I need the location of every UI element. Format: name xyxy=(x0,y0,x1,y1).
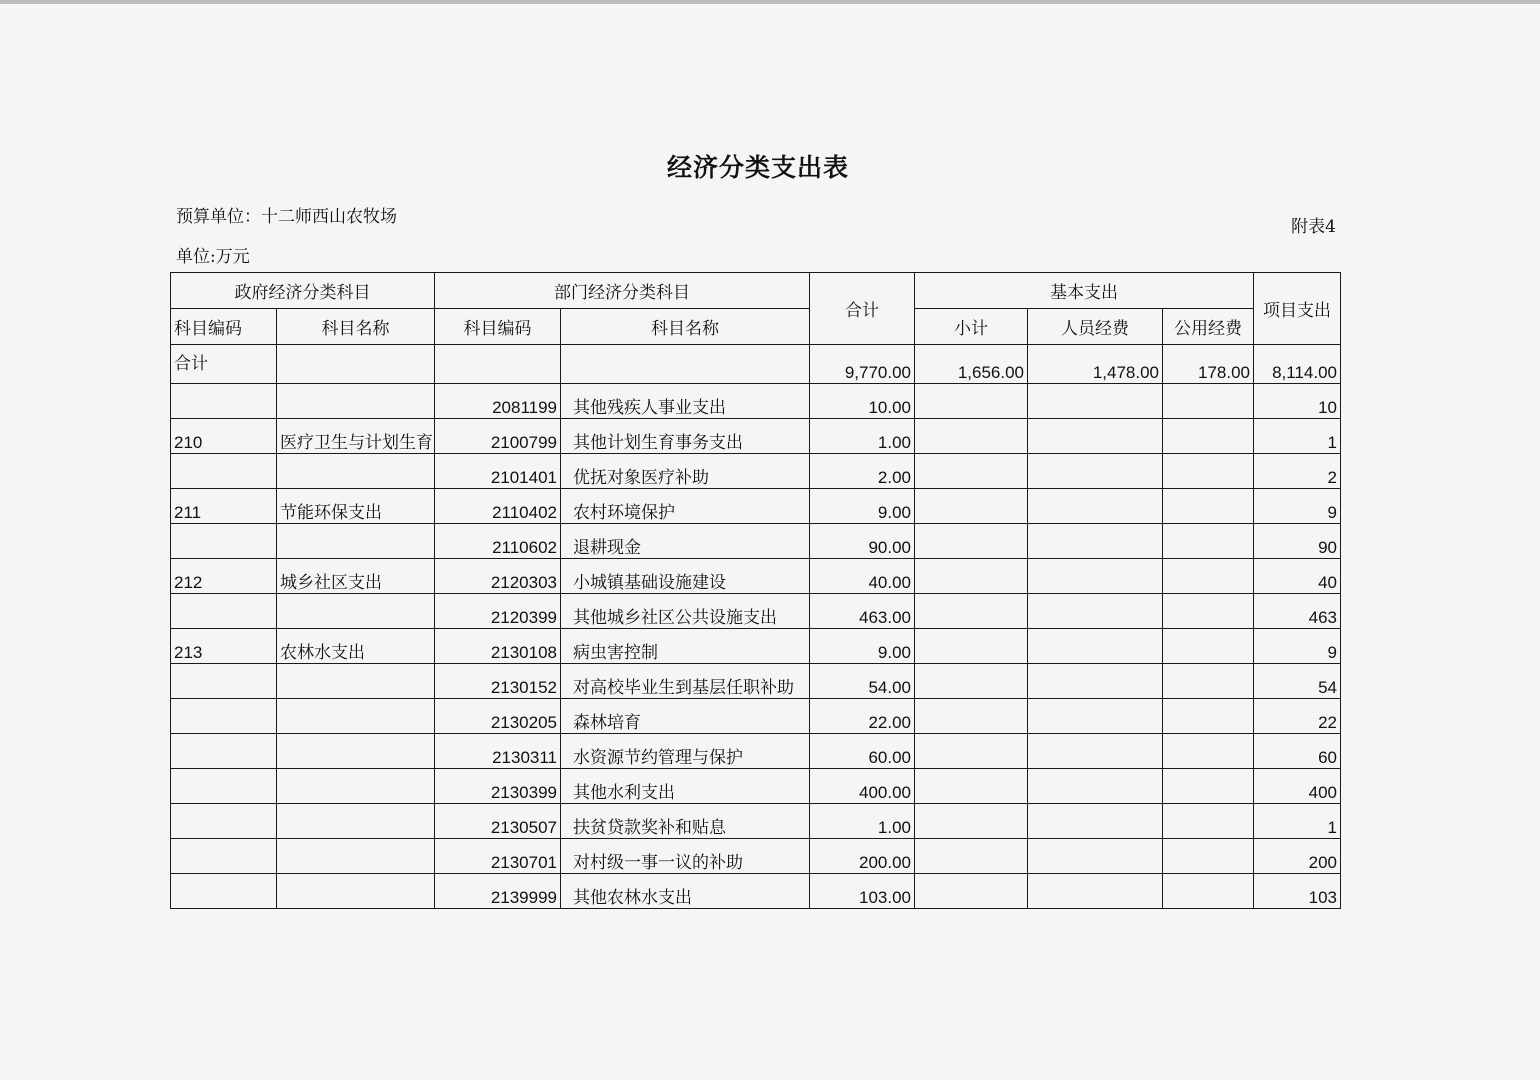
public-cell xyxy=(1163,384,1254,419)
subtotal-cell xyxy=(915,419,1028,454)
dept-code-cell: 2139999 xyxy=(435,874,561,909)
gov-code-cell: 213 xyxy=(171,629,277,664)
table-row xyxy=(171,664,1341,699)
header-basic-group: 基本支出 xyxy=(915,273,1254,309)
table-row xyxy=(171,594,1341,629)
subtotal-cell xyxy=(915,804,1028,839)
subtotal-cell xyxy=(915,839,1028,874)
gov-code-cell xyxy=(171,874,277,909)
gov-name-cell xyxy=(277,734,435,769)
project-cell: 54 xyxy=(1254,664,1341,699)
public-cell xyxy=(1163,629,1254,664)
personnel-cell xyxy=(1028,594,1163,629)
personnel-cell xyxy=(1028,664,1163,699)
dept-code-cell: 2130152 xyxy=(435,664,561,699)
dept-code-cell: 2130311 xyxy=(435,734,561,769)
dept-code-cell: 2130205 xyxy=(435,699,561,734)
personnel-cell xyxy=(1028,384,1163,419)
project-cell: 103 xyxy=(1254,874,1341,909)
personnel-cell xyxy=(1028,734,1163,769)
dept-name-cell: 其他水利支出 xyxy=(561,769,810,804)
gov-name-cell xyxy=(277,594,435,629)
header-public: 公用经费 xyxy=(1163,309,1254,345)
gov-code-cell xyxy=(171,839,277,874)
table-row xyxy=(171,734,1341,769)
header-total: 合计 xyxy=(810,273,915,345)
total-row-dept-name xyxy=(561,345,810,384)
dept-code-cell: 2081199 xyxy=(435,384,561,419)
total-cell: 463.00 xyxy=(810,594,915,629)
project-cell: 22 xyxy=(1254,699,1341,734)
project-cell: 463 xyxy=(1254,594,1341,629)
gov-name-cell: 农林水支出 xyxy=(277,629,435,664)
table-row xyxy=(171,629,1341,664)
dept-name-cell: 对村级一事一议的补助 xyxy=(561,839,810,874)
project-cell: 9 xyxy=(1254,489,1341,524)
header-dept-group: 部门经济分类科目 xyxy=(435,273,810,309)
personnel-cell xyxy=(1028,629,1163,664)
project-cell: 200 xyxy=(1254,839,1341,874)
dept-code-cell: 2101401 xyxy=(435,454,561,489)
public-cell xyxy=(1163,839,1254,874)
header-row-1 xyxy=(171,273,1341,309)
personnel-cell xyxy=(1028,559,1163,594)
total-cell: 103.00 xyxy=(810,874,915,909)
dept-code-cell: 2110402 xyxy=(435,489,561,524)
project-cell: 400 xyxy=(1254,769,1341,804)
dept-code-cell: 2130701 xyxy=(435,839,561,874)
currency-unit-label: 单位:万元 xyxy=(176,247,250,267)
dept-code-cell: 2110602 xyxy=(435,524,561,559)
public-cell xyxy=(1163,769,1254,804)
gov-code-cell xyxy=(171,804,277,839)
expenditure-table xyxy=(170,272,1341,909)
header-row-2 xyxy=(171,309,1341,345)
budget-unit-label: 预算单位：十二师西山农牧场 xyxy=(176,207,397,227)
subtotal-cell xyxy=(915,384,1028,419)
dept-name-cell: 优抚对象医疗补助 xyxy=(561,454,810,489)
personnel-cell xyxy=(1028,454,1163,489)
gov-code-cell xyxy=(171,454,277,489)
total-cell: 400.00 xyxy=(810,769,915,804)
gov-name-cell xyxy=(277,769,435,804)
personnel-cell xyxy=(1028,419,1163,454)
personnel-cell xyxy=(1028,839,1163,874)
subtotal-cell xyxy=(915,559,1028,594)
table-row xyxy=(171,524,1341,559)
dept-name-cell: 其他城乡社区公共设施支出 xyxy=(561,594,810,629)
gov-code-cell xyxy=(171,594,277,629)
personnel-cell xyxy=(1028,769,1163,804)
total-cell: 1.00 xyxy=(810,419,915,454)
public-cell xyxy=(1163,524,1254,559)
personnel-cell xyxy=(1028,489,1163,524)
header-gov-code: 科目编码 xyxy=(171,309,277,345)
header-dept-name: 科目名称 xyxy=(561,309,810,345)
dept-name-cell: 退耕现金 xyxy=(561,524,810,559)
total-cell: 1.00 xyxy=(810,804,915,839)
project-cell: 1 xyxy=(1254,419,1341,454)
total-cell: 10.00 xyxy=(810,384,915,419)
total-row-total: 9,770.00 xyxy=(810,345,915,384)
personnel-cell xyxy=(1028,699,1163,734)
dept-name-cell: 小城镇基础设施建设 xyxy=(561,559,810,594)
total-row-personnel: 1,478.00 xyxy=(1028,345,1163,384)
table-row xyxy=(171,804,1341,839)
gov-name-cell: 节能环保支出 xyxy=(277,489,435,524)
gov-name-cell xyxy=(277,524,435,559)
table-row xyxy=(171,454,1341,489)
gov-name-cell xyxy=(277,384,435,419)
gov-code-cell xyxy=(171,524,277,559)
project-cell: 40 xyxy=(1254,559,1341,594)
gov-code-cell xyxy=(171,384,277,419)
public-cell xyxy=(1163,804,1254,839)
subtotal-cell xyxy=(915,699,1028,734)
subtotal-cell xyxy=(915,769,1028,804)
public-cell xyxy=(1163,454,1254,489)
dept-code-cell: 2130399 xyxy=(435,769,561,804)
dept-code-cell: 2120399 xyxy=(435,594,561,629)
subtotal-cell xyxy=(915,489,1028,524)
public-cell xyxy=(1163,559,1254,594)
dept-code-cell: 2130108 xyxy=(435,629,561,664)
public-cell xyxy=(1163,489,1254,524)
total-row-gov-name xyxy=(277,345,435,384)
subtotal-cell xyxy=(915,874,1028,909)
subtotal-cell xyxy=(915,524,1028,559)
gov-code-cell xyxy=(171,734,277,769)
dept-name-cell: 农村环境保护 xyxy=(561,489,810,524)
page-title: 经济分类支出表 xyxy=(666,153,849,182)
project-cell: 90 xyxy=(1254,524,1341,559)
total-row-label: 合计 xyxy=(171,345,277,384)
total-cell: 2.00 xyxy=(810,454,915,489)
public-cell xyxy=(1163,594,1254,629)
total-row-public: 178.00 xyxy=(1163,345,1254,384)
table-row xyxy=(171,489,1341,524)
table-row xyxy=(171,384,1341,419)
header-dept-code: 科目编码 xyxy=(435,309,561,345)
dept-name-cell: 其他计划生育事务支出 xyxy=(561,419,810,454)
public-cell xyxy=(1163,664,1254,699)
scan-top-edge xyxy=(0,0,1540,4)
header-gov-group: 政府经济分类科目 xyxy=(171,273,435,309)
gov-name-cell xyxy=(277,664,435,699)
total-row xyxy=(171,345,1341,384)
gov-name-cell xyxy=(277,699,435,734)
dept-name-cell: 其他农林水支出 xyxy=(561,874,810,909)
dept-name-cell: 森林培育 xyxy=(561,699,810,734)
total-cell: 90.00 xyxy=(810,524,915,559)
gov-code-cell xyxy=(171,769,277,804)
table-row xyxy=(171,769,1341,804)
total-cell: 60.00 xyxy=(810,734,915,769)
gov-name-cell xyxy=(277,874,435,909)
project-cell: 1 xyxy=(1254,804,1341,839)
total-row-subtotal: 1,656.00 xyxy=(915,345,1028,384)
dept-name-cell: 病虫害控制 xyxy=(561,629,810,664)
personnel-cell xyxy=(1028,524,1163,559)
subtotal-cell xyxy=(915,454,1028,489)
subtotal-cell xyxy=(915,664,1028,699)
gov-code-cell xyxy=(171,664,277,699)
header-gov-name: 科目名称 xyxy=(277,309,435,345)
public-cell xyxy=(1163,419,1254,454)
gov-code-cell: 210 xyxy=(171,419,277,454)
subtotal-cell xyxy=(915,629,1028,664)
gov-code-cell xyxy=(171,699,277,734)
subtotal-cell xyxy=(915,594,1028,629)
total-cell: 22.00 xyxy=(810,699,915,734)
dept-code-cell: 2130507 xyxy=(435,804,561,839)
gov-name-cell xyxy=(277,804,435,839)
dept-code-cell: 2100799 xyxy=(435,419,561,454)
public-cell xyxy=(1163,874,1254,909)
project-cell: 60 xyxy=(1254,734,1341,769)
header-project: 项目支出 xyxy=(1254,273,1341,345)
dept-code-cell: 2120303 xyxy=(435,559,561,594)
total-cell: 54.00 xyxy=(810,664,915,699)
total-row-project: 8,114.00 xyxy=(1254,345,1341,384)
project-cell: 10 xyxy=(1254,384,1341,419)
personnel-cell xyxy=(1028,804,1163,839)
personnel-cell xyxy=(1028,874,1163,909)
table-row xyxy=(171,559,1341,594)
subtotal-cell xyxy=(915,734,1028,769)
project-cell: 2 xyxy=(1254,454,1341,489)
total-cell: 200.00 xyxy=(810,839,915,874)
table-row xyxy=(171,699,1341,734)
total-cell: 40.00 xyxy=(810,559,915,594)
public-cell xyxy=(1163,734,1254,769)
appendix-label: 附表4 xyxy=(1291,217,1336,237)
dept-name-cell: 对高校毕业生到基层任职补助 xyxy=(561,664,810,699)
total-cell: 9.00 xyxy=(810,489,915,524)
gov-name-cell xyxy=(277,839,435,874)
gov-name-cell: 医疗卫生与计划生育 xyxy=(277,419,435,454)
header-subtotal: 小计 xyxy=(915,309,1028,345)
header-personnel: 人员经费 xyxy=(1028,309,1163,345)
gov-code-cell: 211 xyxy=(171,489,277,524)
dept-name-cell: 水资源节约管理与保护 xyxy=(561,734,810,769)
table-row xyxy=(171,419,1341,454)
total-row-dept-code xyxy=(435,345,561,384)
dept-name-cell: 扶贫贷款奖补和贴息 xyxy=(561,804,810,839)
public-cell xyxy=(1163,699,1254,734)
gov-name-cell xyxy=(277,454,435,489)
table-row xyxy=(171,874,1341,909)
table-row xyxy=(171,839,1341,874)
gov-name-cell: 城乡社区支出 xyxy=(277,559,435,594)
project-cell: 9 xyxy=(1254,629,1341,664)
dept-name-cell: 其他残疾人事业支出 xyxy=(561,384,810,419)
total-cell: 9.00 xyxy=(810,629,915,664)
gov-code-cell: 212 xyxy=(171,559,277,594)
